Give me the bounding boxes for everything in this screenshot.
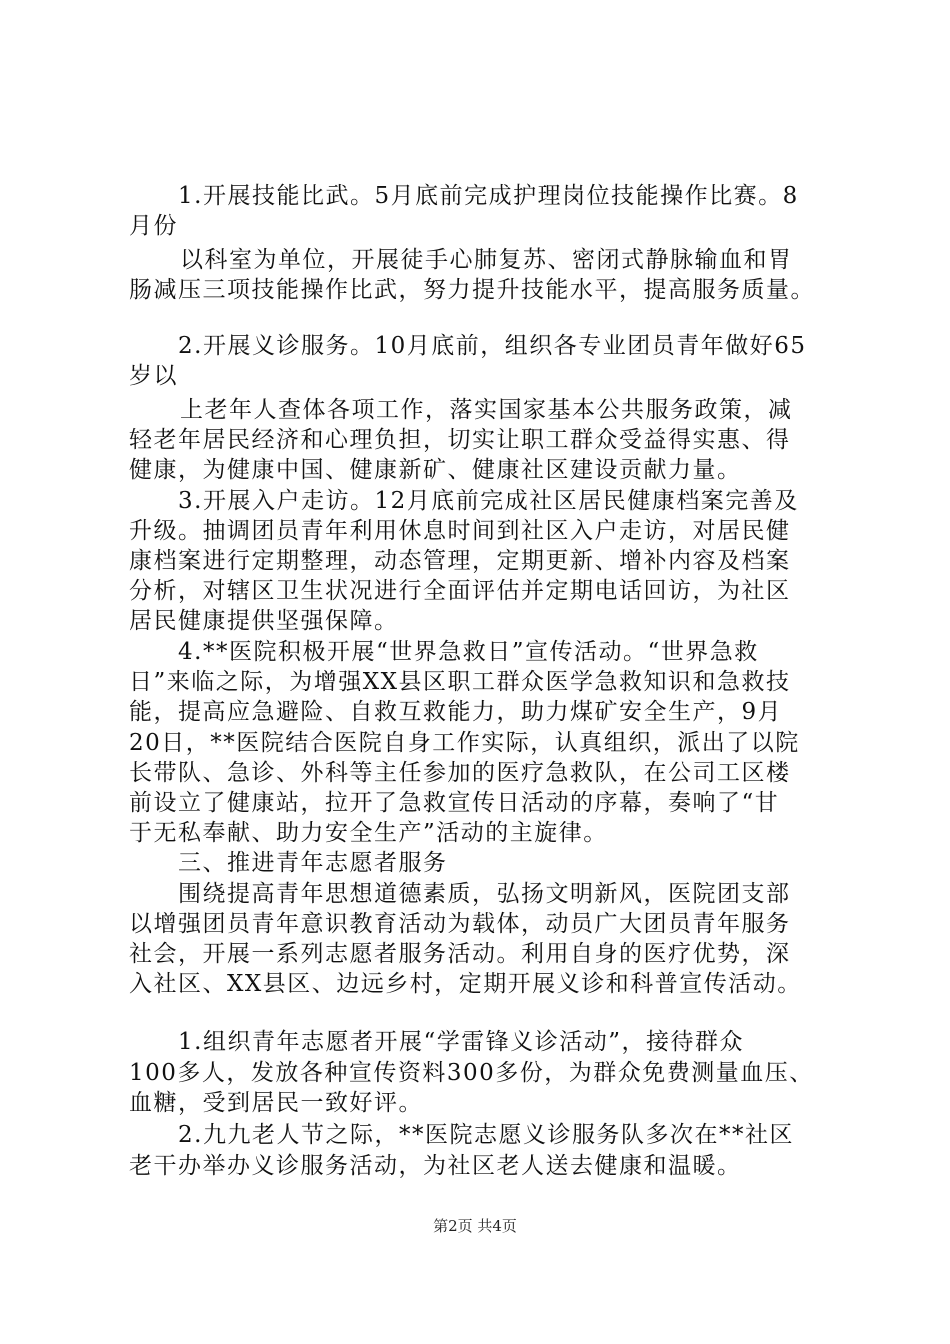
text-line: 血糖，受到居民一致好评。	[129, 1090, 423, 1116]
text-line: 1.开展技能比武。5月底前完成护理岗位技能操作比赛。8	[178, 183, 799, 209]
text-line: 上老年人查体各项工作，落实国家基本公共服务政策，减	[180, 397, 793, 423]
text-line: 能，提高应急避险、自救互救能力，助力煤矿安全生产，9月	[129, 699, 783, 725]
section-heading: 三、推进青年志愿者服务	[178, 850, 448, 876]
text-line: 于无私奉献、助力安全生产”活动的主旋律。	[129, 820, 608, 846]
text-line: 日”来临之际，为增强XX县区职工群众医学急救知识和急救技	[129, 669, 791, 695]
text-line: 3.开展入户走访。12月底前完成社区居民健康档案完善及	[178, 488, 799, 514]
text-line: 100多人，发放各种宣传资料300多份，为群众免费测量血压、	[129, 1060, 814, 1086]
text-line: 健康，为健康中国、健康新矿、健康社区建设贡献力量。	[129, 457, 742, 483]
text-line: 2.九九老人节之际，**医院志愿义诊服务队多次在**社区	[178, 1122, 794, 1148]
page-number-footer: 第2页 共4页	[433, 1217, 517, 1235]
text-line: 月份	[129, 213, 178, 239]
text-line: 20日，**医院结合医院自身工作实际，认真组织，派出了以院	[129, 730, 800, 756]
text-line: 轻老年居民经济和心理负担，切实让职工群众受益得实惠、得	[129, 427, 791, 453]
text-line: 升级。抽调团员青年利用休息时间到社区入户走访，对居民健	[129, 518, 791, 544]
text-line: 社会，开展一系列志愿者服务活动。利用自身的医疗优势，深	[129, 941, 791, 967]
text-line: 以科室为单位，开展徒手心肺复苏、密闭式静脉输血和胃	[180, 247, 793, 273]
text-line: 入社区、XX县区、边远乡村，定期开展义诊和科普宣传活动。	[129, 971, 802, 997]
text-line: 4.**医院积极开展“世界急救日”宣传活动。“世界急救	[178, 639, 759, 665]
text-line: 康档案进行定期整理，动态管理，定期更新、增补内容及档案	[129, 548, 791, 574]
text-line: 以增强团员青年意识教育活动为载体，动员广大团员青年服务	[129, 911, 791, 937]
text-line: 肠减压三项技能操作比武，努力提升技能水平，提高服务质量。	[129, 277, 815, 303]
text-line: 围绕提高青年思想道德素质，弘扬文明新风，医院团支部	[178, 881, 791, 907]
text-line: 长带队、急诊、外科等主任参加的医疗急救队，在公司工区楼	[129, 760, 791, 786]
text-line: 前设立了健康站，拉开了急救宣传日活动的序幕，奏响了“甘	[129, 790, 780, 816]
text-line: 1.组织青年志愿者开展“学雷锋义诊活动”，接待群众	[178, 1029, 744, 1055]
text-line: 居民健康提供坚强保障。	[129, 608, 399, 634]
text-line: 2.开展义诊服务。10月底前，组织各专业团员青年做好65	[178, 333, 807, 359]
text-line: 分析，对辖区卫生状况进行全面评估并定期电话回访，为社区	[129, 578, 791, 604]
text-line: 老干办举办义诊服务活动，为社区老人送去健康和温暖。	[129, 1153, 742, 1179]
text-line: 岁以	[129, 363, 178, 389]
